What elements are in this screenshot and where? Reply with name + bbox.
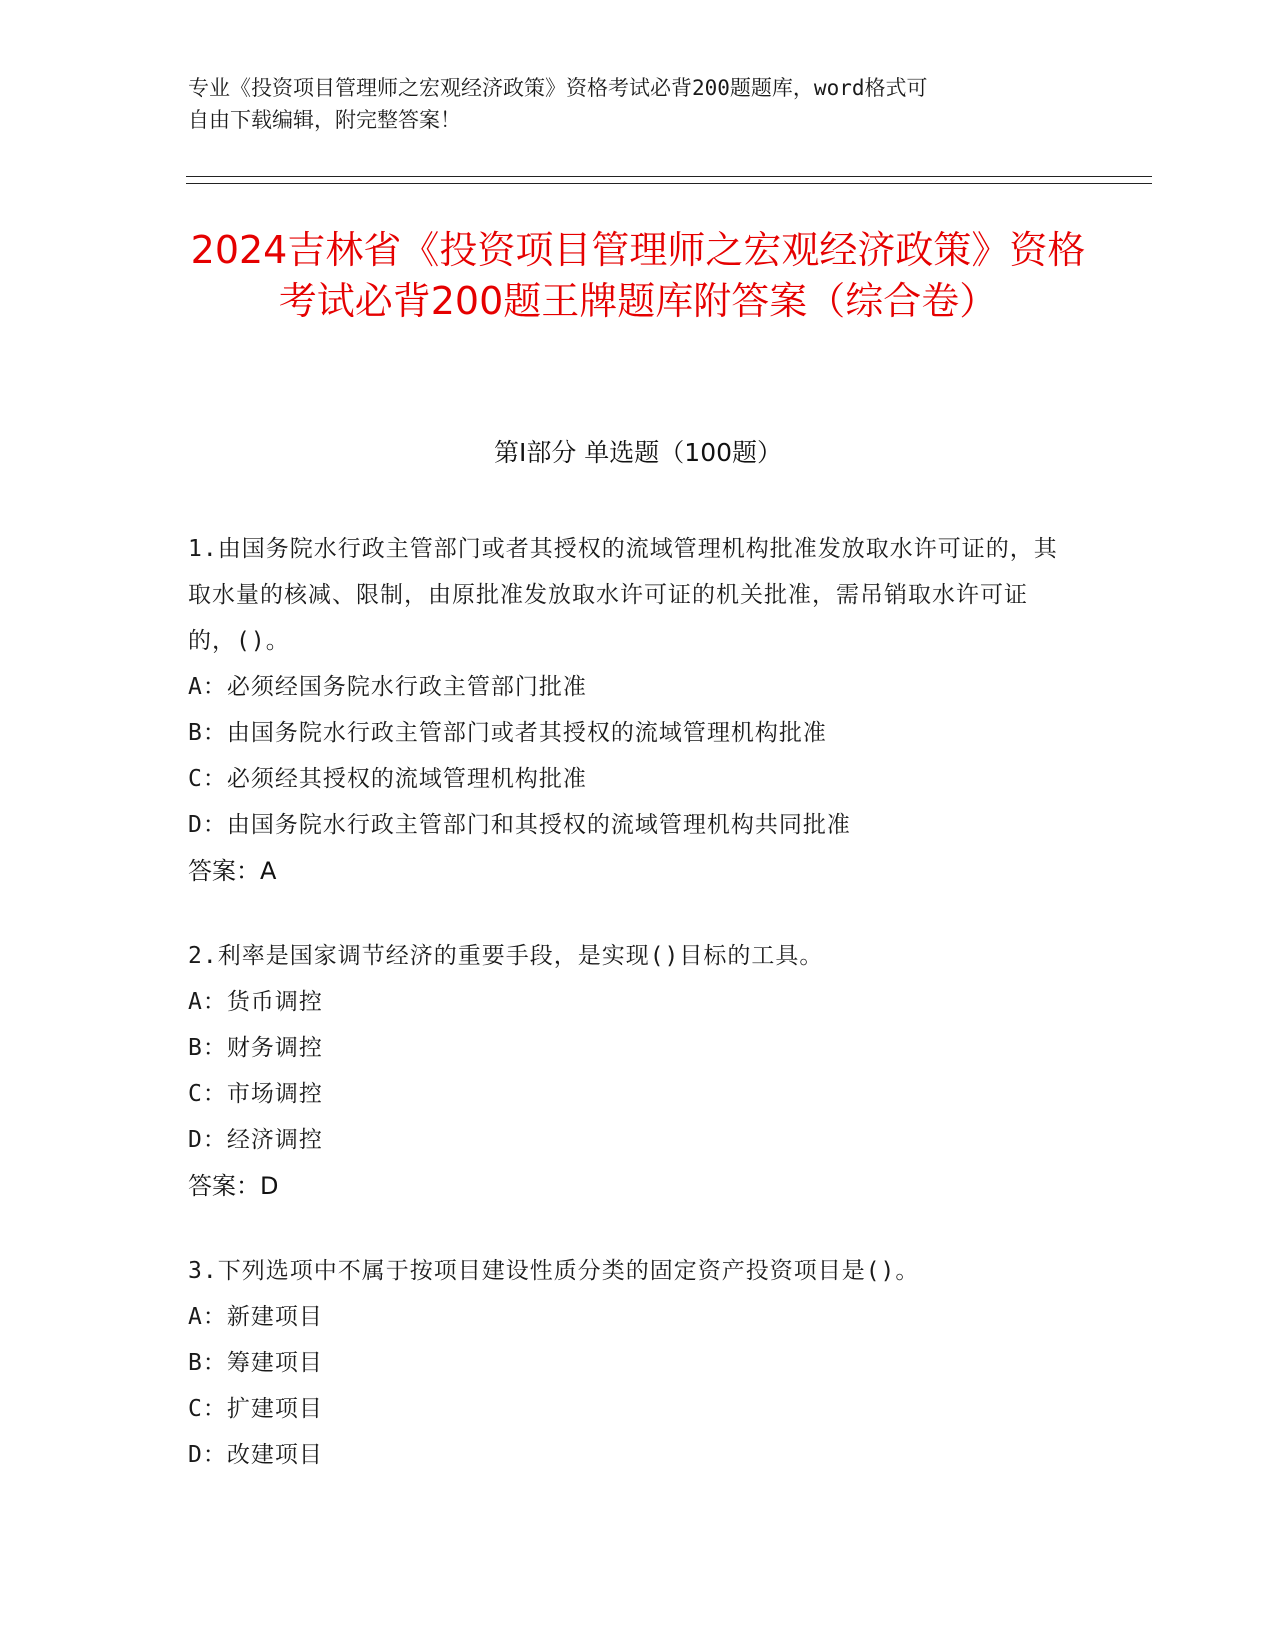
option-c: C：必须经其授权的流域管理机构批准 [188, 766, 587, 792]
option-c: C：扩建项目 [188, 1396, 323, 1422]
question-3 [188, 1248, 1068, 1478]
option-d: D：经济调控 [188, 1127, 323, 1153]
question-text: 2.利率是国家调节经济的重要手段，是实现()目标的工具。 [188, 943, 824, 969]
document-title: 2024吉林省《投资项目管理师之宏观经济政策》资格考试必背200题王牌题库附答案（综合卷） [190, 228, 1086, 323]
question-1 [188, 526, 1068, 894]
option-d: D：由国务院水行政主管部门和其授权的流域管理机构共同批准 [188, 812, 851, 838]
option-a: A：必须经国务院水行政主管部门批准 [188, 674, 587, 700]
option-a: A：新建项目 [188, 1304, 323, 1330]
answer-text: 答案：D [188, 1172, 279, 1200]
option-b: B：筹建项目 [188, 1350, 323, 1376]
option-b: B：财务调控 [188, 1035, 323, 1061]
question-text: 3.下列选项中不属于按项目建设性质分类的固定资产投资项目是()。 [188, 1258, 920, 1284]
option-d: D：改建项目 [188, 1442, 323, 1468]
question-list [188, 526, 1068, 1517]
option-b: B：由国务院水行政主管部门或者其授权的流域管理机构批准 [188, 720, 827, 746]
intro-text: 专业《投资项目管理师之宏观经济政策》资格考试必背200题题库，word格式可 自由下载编辑，附完整答案！ [188, 76, 928, 132]
section-heading: 第Ⅰ部分 单选题（100题） [493, 438, 783, 467]
header-divider-bottom [186, 183, 1152, 184]
option-c: C：市场调控 [188, 1081, 323, 1107]
option-a: A：货币调控 [188, 989, 323, 1015]
question-2 [188, 933, 1068, 1209]
answer-text: 答案：A [188, 857, 277, 885]
header-divider-top [186, 176, 1152, 177]
question-text: 1.由国务院水行政主管部门或者其授权的流域管理机构批准发放取水许可证的，其取水量的核减、限制，由原批准发放取水许可证的机关批准，需吊销取水许可证的，()。 [188, 536, 1058, 654]
